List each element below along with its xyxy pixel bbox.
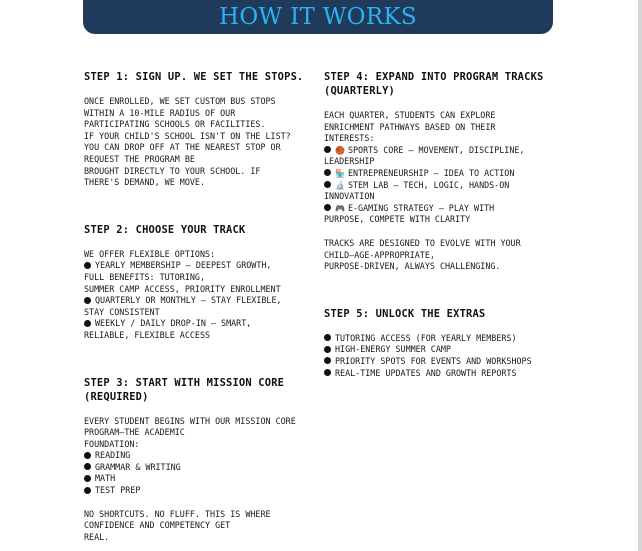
subject-text: TEST PREP xyxy=(95,485,141,496)
step-2-intro: WE OFFER FLEXIBLE OPTIONS: xyxy=(84,248,216,259)
step-2-title: STEP 2: CHOOSE YOUR TRACK xyxy=(84,223,246,236)
extra-text: TUTORING ACCESS (FOR YEARLY MEMBERS) xyxy=(335,332,517,343)
bullet-icon xyxy=(324,334,331,341)
list-item xyxy=(324,344,556,356)
subject-text: GRAMMAR & WRITING xyxy=(95,461,181,472)
track-text: ENTREPRENEURSHIP – IDEA TO ACTION xyxy=(347,167,515,178)
option-text: WEEKLY / DAILY DROP-IN – SMART, RELIABLE, FLEXIBLE ACCESS xyxy=(84,318,252,340)
extra-text: PRIORITY SPOTS FOR EVENTS AND WORKSHOPS xyxy=(335,355,532,366)
game-controller-icon: 🎮 xyxy=(335,203,345,213)
option-text: YEARLY MEMBERSHIP – DEEPEST GROWTH, FULL BENEFITS: TUTORING, SUMMER CAMP ACCESS, PRIORITY ENROLLMENT xyxy=(84,260,281,294)
list-item xyxy=(324,368,556,380)
step-3-subjects-list xyxy=(84,450,316,496)
track-text: STEM LAB – TECH, LOGIC, HANDS-ON INNOVATION xyxy=(324,179,510,202)
step-5-section xyxy=(324,307,556,379)
list-item xyxy=(84,318,316,341)
bullet-icon xyxy=(324,346,331,353)
step-1-title: STEP 1: SIGN UP. WE SET THE STOPS. xyxy=(84,71,304,83)
step-4-title: STEP 4: EXPAND INTO PROGRAM TRACKS (QUARTERLY) xyxy=(324,71,544,97)
step-1-section xyxy=(84,70,316,189)
bullet-icon xyxy=(324,357,331,364)
list-item xyxy=(324,168,556,180)
list-item xyxy=(324,356,556,368)
list-item xyxy=(84,485,316,497)
step-4-tracks-list xyxy=(324,145,556,226)
bullet-icon xyxy=(324,169,331,176)
subject-text: MATH xyxy=(95,473,116,484)
option-text: QUARTERLY OR MONTHLY – STAY FLEXIBLE, STAY CONSISTENT xyxy=(84,295,282,317)
store-icon: 🏪 xyxy=(335,168,345,178)
bullet-icon xyxy=(84,297,91,304)
step-2-options-list xyxy=(84,260,316,341)
extra-text: REAL-TIME UPDATES AND GROWTH REPORTS xyxy=(335,367,517,378)
step-4-outro: TRACKS ARE DESIGNED TO EVOLVE WITH YOUR CHILD—AGE-APPROPRIATE, PURPOSE-DRIVEN, ALWAYS CHALLENGING. xyxy=(324,237,521,272)
header-banner xyxy=(83,0,553,34)
track-text: SPORTS CORE – MOVEMENT, DISCIPLINE, LEADERSHIP xyxy=(324,144,525,167)
step-5-extras-list xyxy=(324,333,556,379)
step-1-body: ONCE ENROLLED, WE SET CUSTOM BUS STOPS WITHIN A 10-MILE RADIUS OF OUR PARTICIPATING SCHOOLS OR FACILITIES. IF YOUR CHILD'S SCHOOL ISN'T ON THE LIST? YOU CAN DROP OFF AT THE NEAREST STOP OR REQUEST THE PROGRAM BE BROUGHT DIRECTLY TO YOUR SCHOOL. IF THERE'S DEMAND, WE MOVE. xyxy=(84,96,291,188)
step-4-section xyxy=(324,70,556,273)
bullet-icon xyxy=(324,369,331,376)
list-item xyxy=(324,145,556,168)
bullet-icon xyxy=(84,475,91,482)
extra-text: HIGH-ENERGY SUMMER CAMP xyxy=(335,344,451,355)
bullet-icon xyxy=(84,320,91,327)
list-item xyxy=(84,462,316,474)
right-column xyxy=(324,70,556,379)
list-item xyxy=(84,260,316,295)
track-text: E-GAMING STRATEGY – PLAY WITH PURPOSE, COMPETE WITH CLARITY xyxy=(324,202,495,225)
list-item xyxy=(84,295,316,318)
list-item xyxy=(84,450,316,462)
bullet-icon xyxy=(324,181,331,188)
step-3-outro: NO SHORTCUTS. NO FLUFF. THIS IS WHERE CONFIDENCE AND COMPETENCY GET REAL. xyxy=(84,508,271,542)
list-item xyxy=(324,180,556,203)
left-column xyxy=(84,70,316,543)
step-4-intro: EACH QUARTER, STUDENTS CAN EXPLORE ENRICHMENT PATHWAYS BASED ON THEIR INTERESTS: xyxy=(324,110,496,144)
bullet-icon xyxy=(84,487,91,494)
step-5-title: STEP 5: UNLOCK THE EXTRAS xyxy=(324,307,486,320)
bullet-icon xyxy=(84,463,91,470)
page-title: HOW IT WORKS xyxy=(219,4,417,30)
list-item xyxy=(324,203,556,226)
basketball-icon: 🏀 xyxy=(335,145,345,155)
bullet-icon xyxy=(324,146,331,153)
microscope-icon: 🔬 xyxy=(335,180,345,190)
subject-text: READING xyxy=(95,450,131,461)
bullet-icon xyxy=(324,204,331,211)
step-3-intro: EVERY STUDENT BEGINS WITH OUR MISSION CORE PROGRAM—THE ACADEMIC FOUNDATION: xyxy=(84,415,296,449)
list-item xyxy=(84,473,316,485)
list-item xyxy=(324,333,556,345)
step-2-section xyxy=(84,223,316,342)
bullet-icon xyxy=(84,262,91,269)
bullet-icon xyxy=(84,452,91,459)
step-3-section xyxy=(84,376,316,544)
step-3-title: STEP 3: START WITH MISSION CORE (REQUIRED) xyxy=(84,376,285,403)
